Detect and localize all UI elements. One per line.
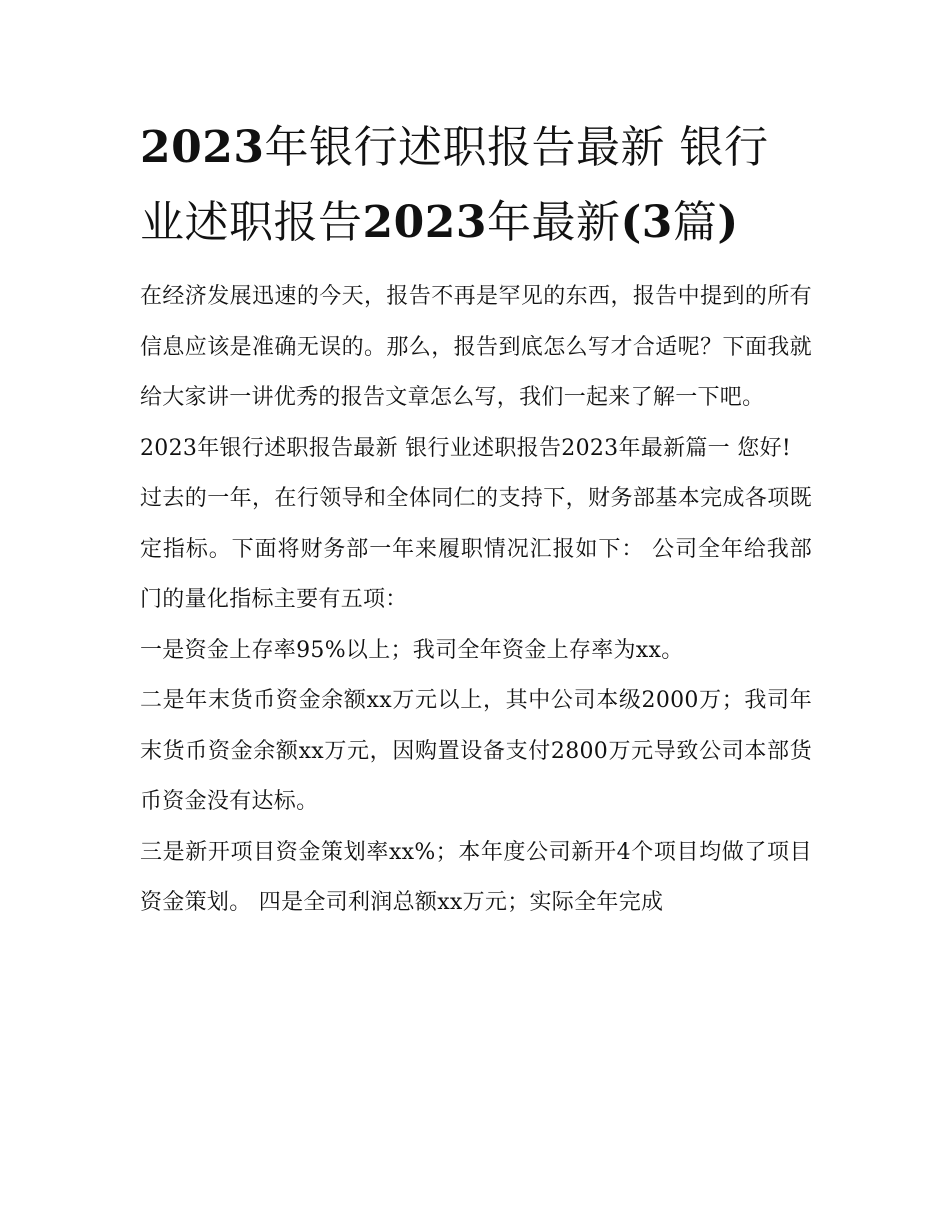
document-page xyxy=(140,110,812,929)
body-paragraph: 过去的一年，在行领导和全体同仁的支持下，财务部基本完成各项既定指标。下面将财务部一年来履职情况汇报如下： 公司全年给我部门的量化指标主要有五项： xyxy=(140,486,812,612)
indicator-item-1: 一是资金上存率95%以上；我司全年资金上存率为xx。 xyxy=(140,637,684,663)
section-heading-paragraph: 2023年银行述职报告最新 银行业述职报告2023年最新篇一 您好! xyxy=(140,435,792,461)
intro-paragraph: 在经济发展迅速的今天，报告不再是罕见的东西，报告中提到的所有信息应该是准确无误的。那么，报告到底怎么写才合适呢？下面我就给大家讲一讲优秀的报告文章怎么写，我们一起来了解一下吧。 xyxy=(140,284,812,410)
indicator-item-3-4: 三是新开项目资金策划率xx%；本年度公司新开4个项目均做了项目资金策划。 四是全司利润总额xx万元；实际全年完成 xyxy=(140,839,812,915)
document-title: 2023年银行述职报告最新 银行业述职报告2023年最新(3篇) xyxy=(140,122,769,248)
indicator-item-2: 二是年末货币资金余额xx万元以上，其中公司本级2000万；我司年末货币资金余额xx万元，因购置设备支付2800万元导致公司本部货币资金没有达标。 xyxy=(140,688,812,814)
